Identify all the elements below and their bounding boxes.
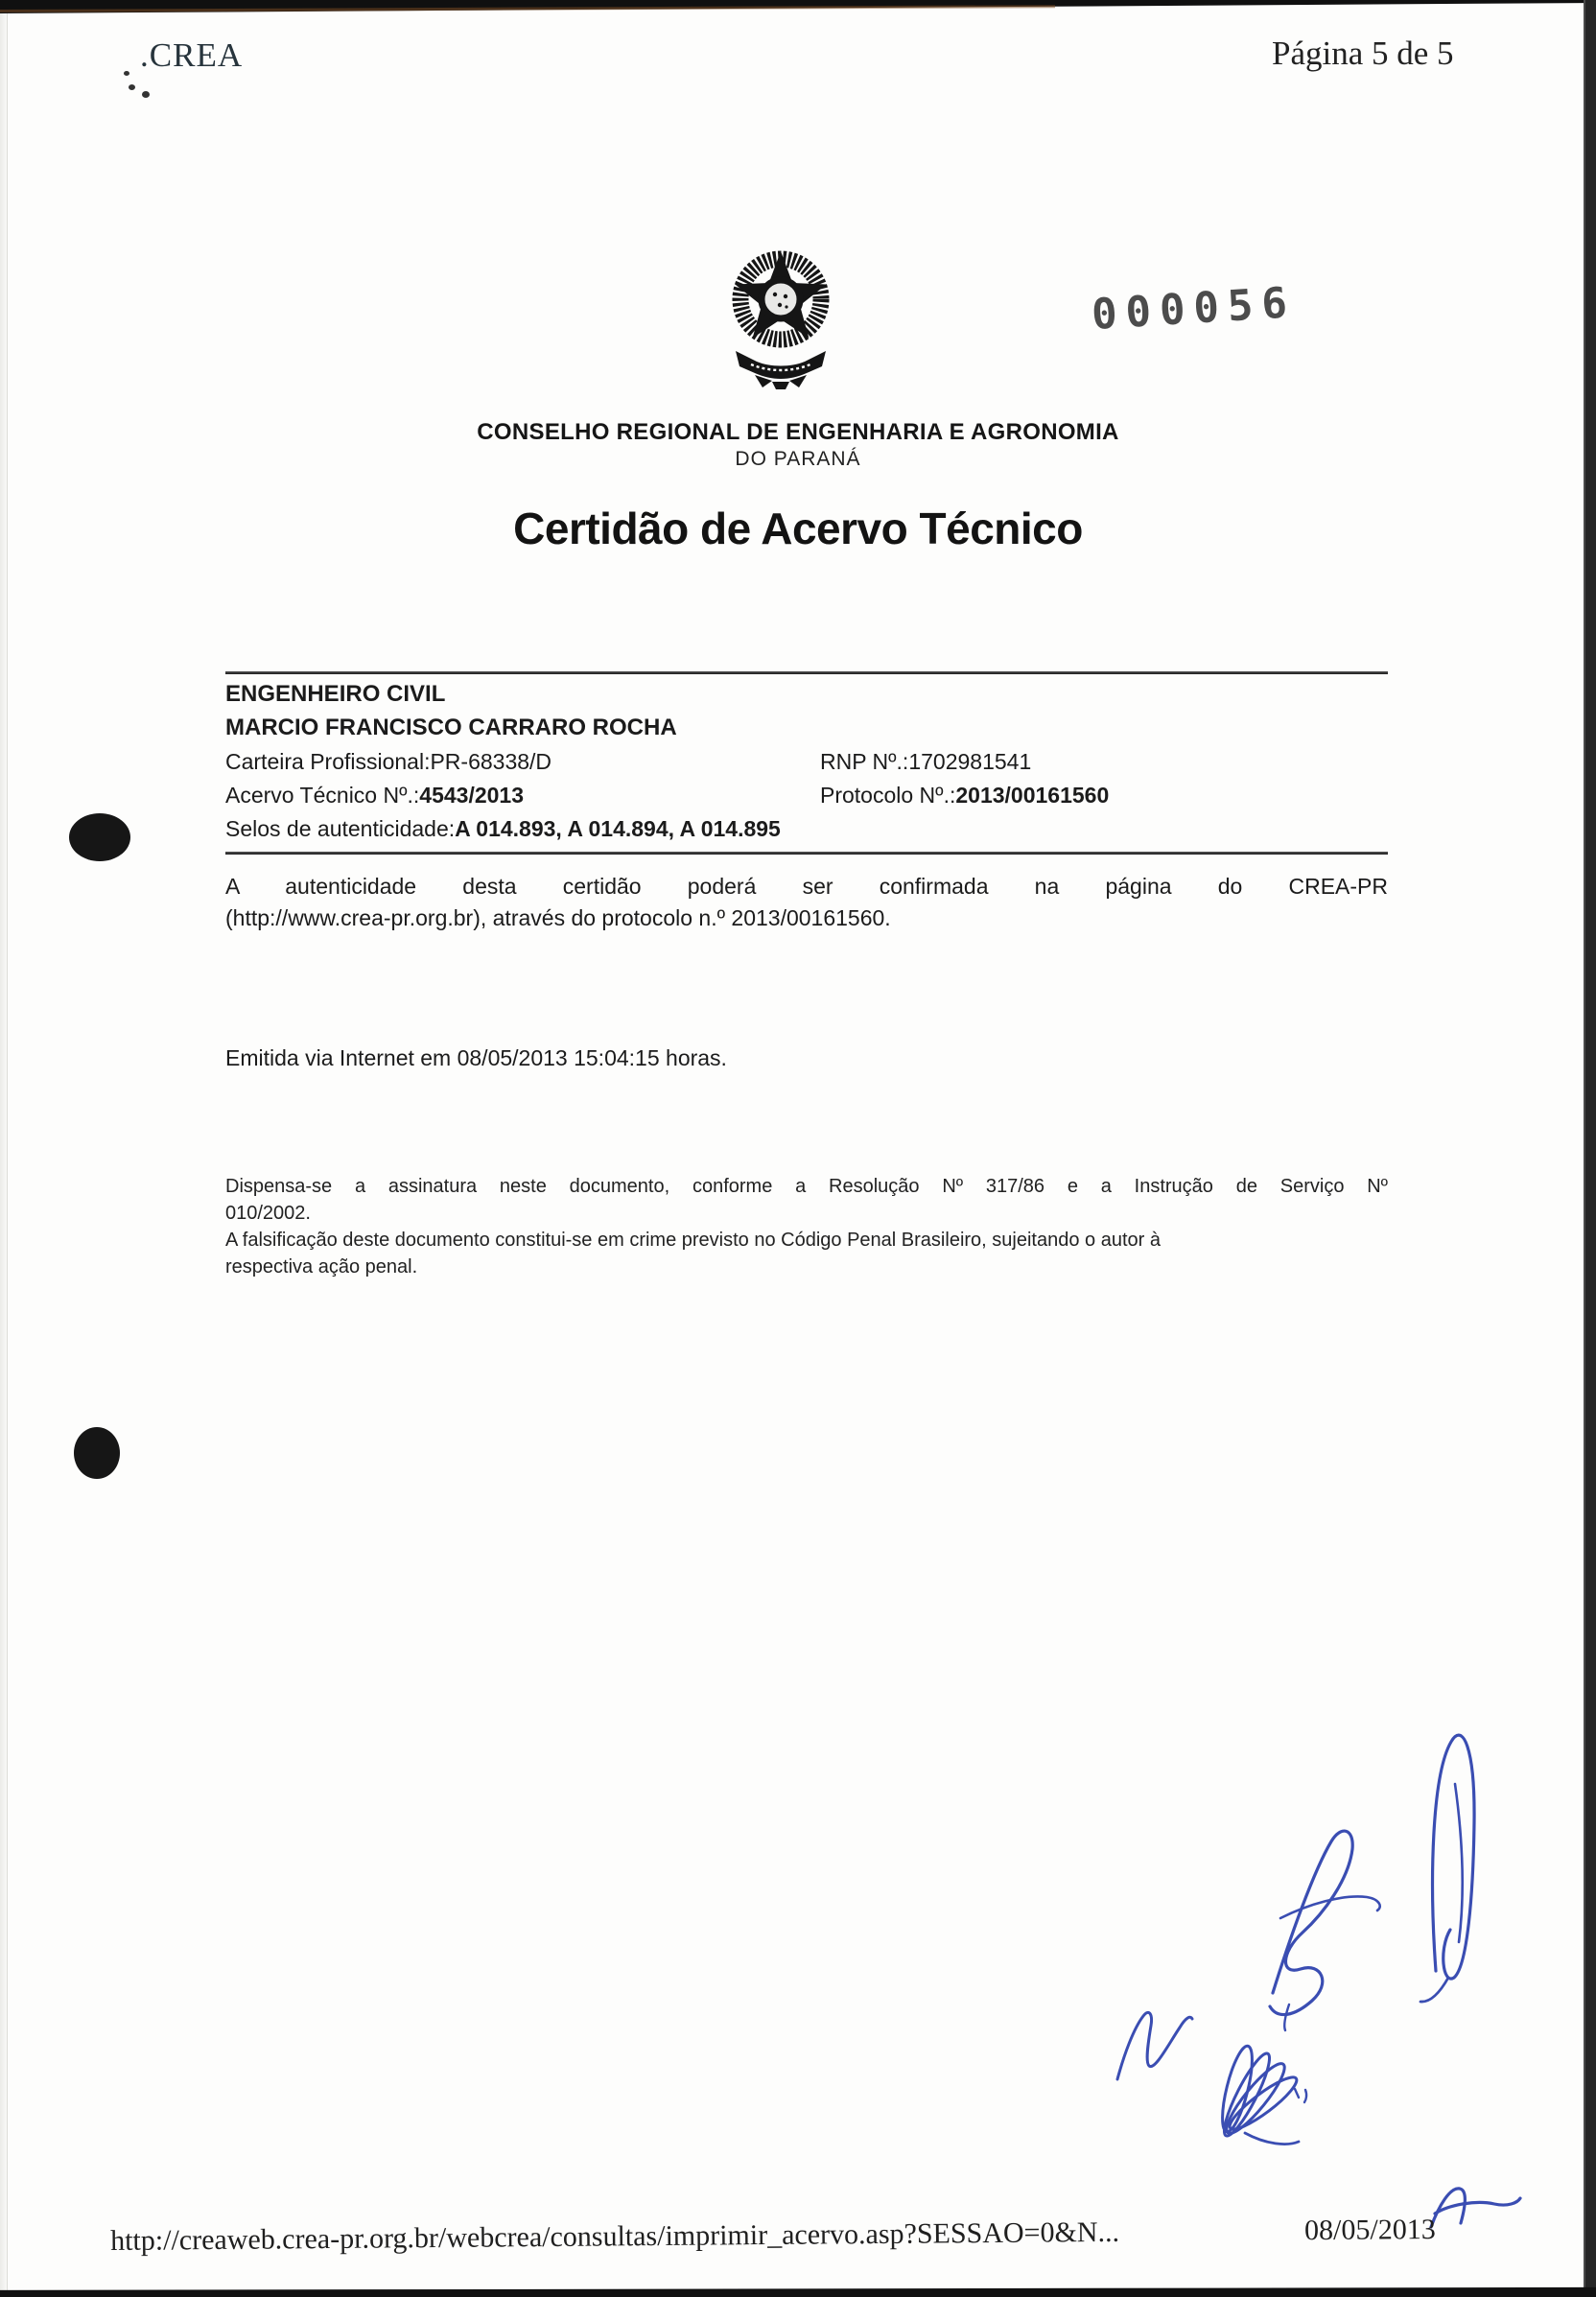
org-name-line1: CONSELHO REGIONAL DE ENGENHARIA E AGRONOMIA <box>477 419 1119 445</box>
field-acervo-label: Acervo Técnico Nº.: <box>225 783 420 808</box>
field-acervo <box>225 783 524 809</box>
field-protocolo-value: 2013/00161560 <box>955 783 1110 808</box>
disclaimer-p2-line1: A falsificação deste documento constitui-se em crime previsto no Código Penal Brasileiro, sujeitando o autor à <box>225 1230 1161 1251</box>
stamp-number: 000056 <box>1090 278 1298 340</box>
scan-left-edge <box>0 0 8 2297</box>
ink-speck <box>142 91 150 98</box>
scan-bottom-bar <box>0 2286 1596 2297</box>
emission-line: Emitida via Internet em 08/05/2013 15:04:15 horas. <box>225 1045 727 1070</box>
page-number: Página 5 de 5 <box>1272 35 1454 72</box>
field-rnp-label: RNP Nº.: <box>820 749 909 774</box>
signature-ink-scribbles <box>1055 1688 1596 2263</box>
field-carteira-value: PR-68338/D <box>430 749 552 774</box>
field-carteira <box>225 749 552 775</box>
crea-logo-text: .CREA <box>140 36 244 74</box>
disclaimer-p1-line1: Dispensa-se a assinatura neste documento, conforme a Resolução Nº 317/86 e a Instrução de Serviço Nº <box>225 1176 1388 1197</box>
document-title: Certidão de Acervo Técnico <box>513 504 1083 553</box>
professional-role: ENGENHEIRO CIVIL <box>225 681 446 707</box>
ink-speck <box>124 71 129 76</box>
field-protocolo <box>820 783 1109 809</box>
field-rnp <box>820 749 1031 775</box>
field-selos-label: Selos de autenticidade: <box>225 816 456 841</box>
field-selos-value: A 014.893, A 014.894, A 014.895 <box>455 816 781 841</box>
divider-rule-bottom <box>225 852 1388 855</box>
field-rnp-value: 1702981541 <box>908 749 1032 774</box>
footer-date: 08/05/2013 <box>1303 2213 1436 2247</box>
org-name-line2: DO PARANÁ <box>735 448 861 470</box>
disclaimer-p1-line2: 010/2002. <box>225 1203 311 1224</box>
field-acervo-value: 4543/2013 <box>419 783 525 808</box>
ink-blot <box>69 813 130 861</box>
coat-of-arms-seal-icon <box>722 240 839 391</box>
field-protocolo-label: Protocolo Nº.: <box>820 783 956 808</box>
field-carteira-label: Carteira Profissional: <box>225 749 431 774</box>
ink-speck <box>129 84 135 90</box>
professional-name: MARCIO FRANCISCO CARRARO ROCHA <box>225 715 677 740</box>
authenticity-line2: (http://www.crea-pr.org.br), através do protocolo n.º 2013/00161560. <box>225 905 891 930</box>
divider-rule-top <box>225 671 1388 674</box>
footer-url: http://creaweb.crea-pr.org.br/webcrea/consultas/imprimir_acervo.asp?SESSAO=0&N... <box>110 2215 1120 2257</box>
authenticity-line1: A autenticidade desta certidão poderá ser confirmada na página do CREA-PR <box>225 874 1388 899</box>
disclaimer-p2-line2: respectiva ação penal. <box>225 1256 418 1277</box>
field-selos <box>225 816 781 842</box>
ink-blot <box>74 1427 120 1479</box>
